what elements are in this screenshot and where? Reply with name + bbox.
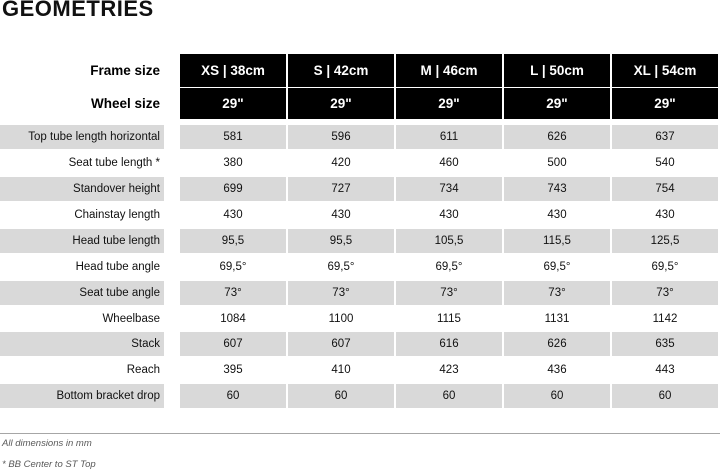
wheel-size-xl: 29" — [612, 88, 718, 119]
value-cell: 626 — [504, 125, 610, 149]
table-row — [0, 307, 720, 331]
value-cell: 105,5 — [396, 229, 502, 253]
value-cell: 380 — [180, 151, 286, 175]
table-row — [0, 358, 720, 382]
value-cell: 69,5° — [612, 255, 718, 279]
value-cell: 635 — [612, 332, 718, 356]
table-row — [0, 255, 720, 279]
value-cell: 734 — [396, 177, 502, 201]
wheel-size-row — [0, 88, 720, 119]
value-cell: 60 — [288, 384, 394, 408]
value-cell: 430 — [180, 203, 286, 227]
value-cell: 125,5 — [612, 229, 718, 253]
table-row — [0, 177, 720, 201]
wheel-size-l: 29" — [504, 88, 610, 119]
value-cell: 607 — [288, 332, 394, 356]
value-cell: 60 — [612, 384, 718, 408]
frame-size-label: Frame size — [90, 63, 160, 78]
row-label: Standover height — [0, 177, 164, 201]
value-cell: 430 — [612, 203, 718, 227]
value-cell: 1131 — [504, 307, 610, 331]
value-cell: 60 — [180, 384, 286, 408]
value-cell: 95,5 — [180, 229, 286, 253]
value-cell: 626 — [504, 332, 610, 356]
frame-size-m: M | 46cm — [396, 54, 502, 87]
value-cell: 395 — [180, 358, 286, 382]
value-cell: 500 — [504, 151, 610, 175]
footer-divider — [0, 433, 720, 434]
wheel-size-label: Wheel size — [90, 96, 160, 111]
row-label: Head tube length — [0, 229, 164, 253]
row-label: Chainstay length — [0, 203, 164, 227]
row-label: Seat tube length * — [0, 151, 164, 175]
value-cell: 423 — [396, 358, 502, 382]
row-label: Wheelbase — [0, 307, 164, 331]
frame-size-xl: XL | 54cm — [612, 54, 718, 87]
value-cell: 460 — [396, 151, 502, 175]
value-cell: 443 — [612, 358, 718, 382]
table-row — [0, 203, 720, 227]
value-cell: 611 — [396, 125, 502, 149]
frame-size-l: L | 50cm — [504, 54, 610, 87]
value-cell: 115,5 — [504, 229, 610, 253]
row-label: Top tube length horizontal — [0, 125, 164, 149]
dimensions-note: All dimensions in mm — [2, 438, 92, 449]
table-row — [0, 384, 720, 408]
value-cell: 581 — [180, 125, 286, 149]
table-row — [0, 229, 720, 253]
wheel-size-m: 29" — [396, 88, 502, 119]
value-cell: 607 — [180, 332, 286, 356]
value-cell: 73° — [396, 281, 502, 305]
value-cell: 430 — [504, 203, 610, 227]
frame-size-xs: XS | 38cm — [180, 54, 286, 87]
row-label: Stack — [0, 332, 164, 356]
page-title: GEOMETRIES — [2, 0, 154, 21]
value-cell: 596 — [288, 125, 394, 149]
value-cell: 1142 — [612, 307, 718, 331]
row-label: Bottom bracket drop — [0, 384, 164, 408]
value-cell: 69,5° — [288, 255, 394, 279]
table-row — [0, 125, 720, 149]
value-cell: 69,5° — [504, 255, 610, 279]
table-row — [0, 281, 720, 305]
value-cell: 754 — [612, 177, 718, 201]
table-row — [0, 151, 720, 175]
value-cell: 73° — [180, 281, 286, 305]
value-cell: 73° — [504, 281, 610, 305]
row-label: Reach — [0, 358, 164, 382]
value-cell: 60 — [396, 384, 502, 408]
value-cell: 727 — [288, 177, 394, 201]
value-cell: 1084 — [180, 307, 286, 331]
value-cell: 1100 — [288, 307, 394, 331]
value-cell: 637 — [612, 125, 718, 149]
value-cell: 95,5 — [288, 229, 394, 253]
value-cell: 436 — [504, 358, 610, 382]
frame-size-s: S | 42cm — [288, 54, 394, 87]
value-cell: 430 — [288, 203, 394, 227]
frame-size-row — [0, 54, 720, 87]
wheel-size-xs: 29" — [180, 88, 286, 119]
value-cell: 69,5° — [396, 255, 502, 279]
value-cell: 699 — [180, 177, 286, 201]
value-cell: 743 — [504, 177, 610, 201]
value-cell: 410 — [288, 358, 394, 382]
value-cell: 73° — [612, 281, 718, 305]
value-cell: 616 — [396, 332, 502, 356]
value-cell: 540 — [612, 151, 718, 175]
value-cell: 60 — [504, 384, 610, 408]
table-row — [0, 332, 720, 356]
wheel-size-s: 29" — [288, 88, 394, 119]
row-label: Head tube angle — [0, 255, 164, 279]
value-cell: 420 — [288, 151, 394, 175]
value-cell: 69,5° — [180, 255, 286, 279]
seat-tube-note: * BB Center to ST Top — [2, 459, 96, 470]
value-cell: 430 — [396, 203, 502, 227]
value-cell: 1115 — [396, 307, 502, 331]
row-label: Seat tube angle — [0, 281, 164, 305]
value-cell: 73° — [288, 281, 394, 305]
